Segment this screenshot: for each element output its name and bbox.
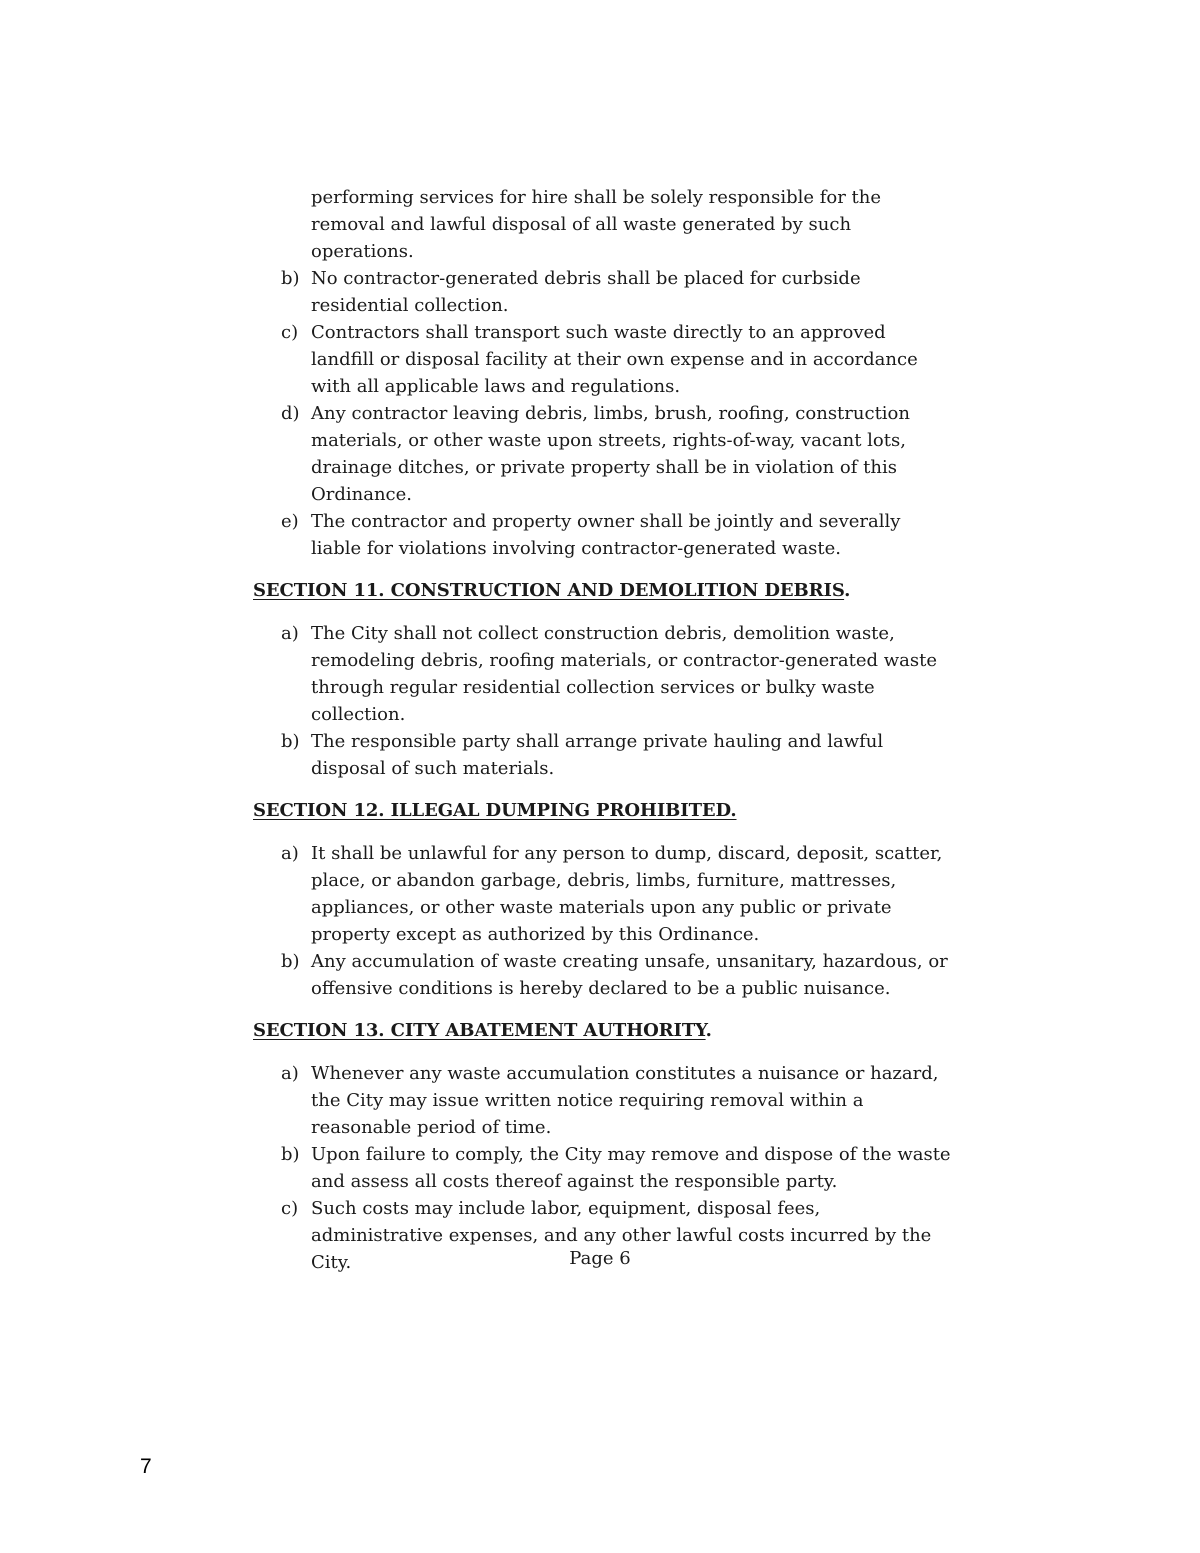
document-body bbox=[253, 184, 953, 1276]
section-13-list bbox=[253, 1060, 953, 1276]
section-12-list bbox=[253, 840, 953, 1002]
item-text: It shall be unlawful for any person to dump, discard, deposit, scatter, place, or abandon garbage, debris, limbs, furniture, mattresses, appliances, or other waste materials upon any public or private property except as authorized by this Ordinance. bbox=[311, 843, 943, 945]
item-text: The contractor and property owner shall be jointly and severally liable for violations involving contractor-generated waste. bbox=[311, 511, 901, 559]
section-heading-text: SECTION 12. ILLEGAL DUMPING PROHIBITED. bbox=[253, 800, 737, 821]
item-letter: a) bbox=[281, 623, 299, 644]
list-item bbox=[253, 1060, 953, 1141]
item-letter: b) bbox=[281, 1144, 300, 1165]
item-text: Such costs may include labor, equipment, disposal fees, administrative expenses, and any other lawful costs incurred by the City. bbox=[311, 1198, 932, 1273]
item-text: Any accumulation of waste creating unsafe, unsanitary, hazardous, or offensive conditions is hereby declared to be a public nuisance. bbox=[311, 951, 948, 999]
item-letter: d) bbox=[281, 403, 300, 424]
section-11-heading bbox=[253, 577, 953, 604]
list-item bbox=[253, 1141, 953, 1195]
list-item bbox=[253, 840, 953, 948]
section-heading-suffix: . bbox=[844, 580, 851, 601]
item-letter: c) bbox=[281, 322, 299, 343]
item-text: The responsible party shall arrange private hauling and lawful disposal of such materials. bbox=[311, 731, 884, 779]
continuation-list bbox=[253, 265, 953, 562]
list-item bbox=[253, 508, 953, 562]
item-letter: a) bbox=[281, 843, 299, 864]
list-item bbox=[253, 400, 953, 508]
section-heading-text: SECTION 11. CONSTRUCTION AND DEMOLITION DEBRIS bbox=[253, 580, 845, 601]
item-letter: e) bbox=[281, 511, 299, 532]
section-heading-text: SECTION 13. CITY ABATEMENT AUTHORITY bbox=[253, 1020, 706, 1041]
list-item bbox=[253, 728, 953, 782]
list-item bbox=[253, 620, 953, 728]
item-text: Any contractor leaving debris, limbs, brush, roofing, construction materials, or other waste upon streets, rights-of-way, vacant lots, drainage ditches, or private property shall be in violation of this Ordinance. bbox=[311, 403, 910, 505]
item-letter: b) bbox=[281, 951, 300, 972]
section-13-heading bbox=[253, 1017, 953, 1044]
item-letter: c) bbox=[281, 1198, 299, 1219]
item-letter: a) bbox=[281, 1063, 299, 1084]
item-letter: b) bbox=[281, 731, 300, 752]
page-number-label: Page 6 bbox=[569, 1248, 631, 1269]
item-text: Upon failure to comply, the City may remove and dispose of the waste and assess all costs thereof against the responsible party. bbox=[311, 1144, 951, 1192]
list-item bbox=[253, 319, 953, 400]
folio-number: 7 bbox=[140, 1455, 152, 1478]
continuation-paragraph: performing services for hire shall be solely responsible for the removal and lawful disposal of all waste generated by such operations. bbox=[311, 187, 882, 262]
section-11-list bbox=[253, 620, 953, 782]
list-item bbox=[253, 948, 953, 1002]
item-letter: b) bbox=[281, 268, 300, 289]
item-text: Whenever any waste accumulation constitutes a nuisance or hazard, the City may issue written notice requiring removal within a reasonable period of time. bbox=[311, 1063, 939, 1138]
item-text: The City shall not collect construction debris, demolition waste, remodeling debris, roofing materials, or contractor-generated waste through regular residential collection services or bulky waste collection. bbox=[311, 623, 937, 725]
item-text: Contractors shall transport such waste directly to an approved landfill or disposal facility at their own expense and in accordance with all applicable laws and regulations. bbox=[311, 322, 918, 397]
item-text: No contractor-generated debris shall be placed for curbside residential collection. bbox=[311, 268, 861, 316]
list-item bbox=[253, 265, 953, 319]
section-heading-suffix: . bbox=[705, 1020, 712, 1041]
section-12-heading bbox=[253, 797, 953, 824]
